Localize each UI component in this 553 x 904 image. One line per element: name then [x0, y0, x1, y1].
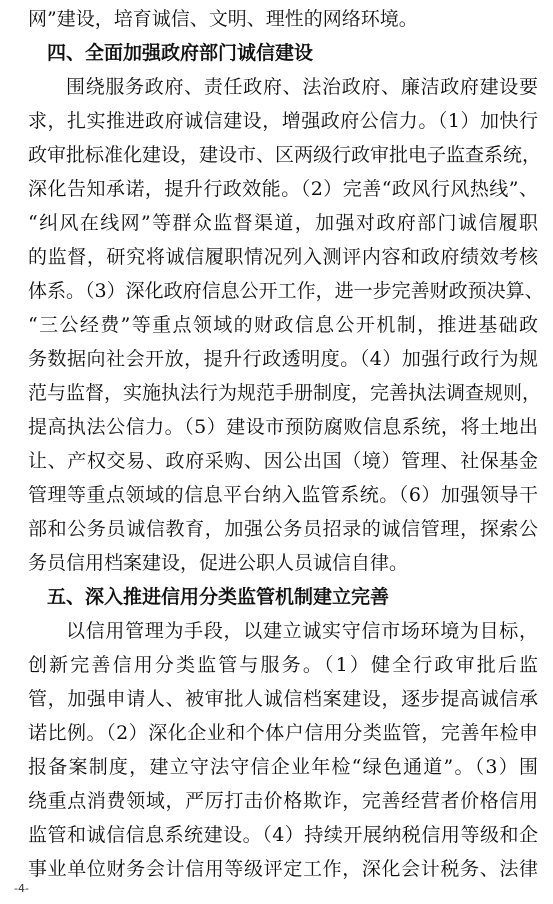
- text-line-25: 监管和诚信信息系统建设。（4）持续开展纳税信用等级和企: [28, 824, 538, 846]
- text-line-16: 部和公务员诚信教育，加强公务员招录的诚信管理，探索公: [28, 518, 538, 540]
- text-line-24: 绕重点消费领域，严厉打击价格欺诈，完善经营者价格信用: [28, 790, 538, 812]
- text-line-8: 的监督，研究将诚信履职情况列入测评内容和政府绩效考核: [28, 246, 538, 268]
- text-line-11: 务数据向社会开放，提升行政透明度。（4）加强行政行为规: [28, 348, 538, 370]
- text-line-20: 创新完善信用分类监管与服务。（1）健全行政审批后监: [28, 654, 538, 676]
- text-line-6: 深化告知承诺，提升行政效能。（2）完善“政风行风热线”、: [28, 178, 538, 200]
- text-line-19: 以信用管理为手段，以建立诚实守信市场环境为目标，: [66, 620, 538, 642]
- text-line-1: 网”建设，培育诚信、文明、理性的网络环境。: [28, 8, 418, 30]
- text-line-3: 围绕服务政府、责任政府、法治政府、廉洁政府建设要: [66, 76, 538, 98]
- section-heading-5: 五、深入推进信用分类监管机制建立完善: [47, 586, 390, 608]
- text-line-15: 管理等重点领域的信息平台纳入监管系统。（6）加强领导干: [28, 484, 538, 506]
- text-line-9: 体系。（3）深化政府信息公开工作，进一步完善财政预决算、: [28, 280, 544, 302]
- section-heading-4: 四、全面加强政府部门诚信建设: [47, 42, 314, 64]
- text-line-12: 范与监督，实施执法行为规范手册制度，完善执法调查规则，: [28, 382, 542, 404]
- text-line-13: 提高执法公信力。（5）建设市预防腐败信息系统，将土地出: [28, 416, 538, 438]
- text-line-10: “三公经费”等重点领域的财政信息公开机制，推进基础政: [28, 314, 538, 336]
- text-line-14: 让、产权交易、政府采购、因公出国（境）管理、社保基金: [28, 450, 538, 472]
- page-number: -4-: [14, 882, 29, 895]
- text-line-21: 管，加强申请人、被审批人诚信档案建设，逐步提高诚信承: [28, 688, 538, 710]
- text-line-17: 务员信用档案建设，促进公职人员诚信自律。: [28, 552, 409, 574]
- text-line-7: “纠风在线网”等群众监督渠道，加强对政府部门诚信履职: [28, 212, 538, 234]
- text-line-22: 诺比例。（2）深化企业和个体户信用分类监管，完善年检申: [28, 722, 538, 744]
- text-line-5: 政审批标准化建设，建设市、区两级行政审批电子监查系统，: [28, 144, 542, 166]
- text-line-23: 报备案制度，建立守法守信企业年检“绿色通道”。（3）围: [28, 756, 538, 778]
- text-line-4: 求，扎实推进政府诚信建设，增强政府公信力。（1）加快行: [28, 110, 538, 132]
- text-line-26: 事业单位财务会计信用等级评定工作，深化会计税务、法律: [28, 858, 538, 880]
